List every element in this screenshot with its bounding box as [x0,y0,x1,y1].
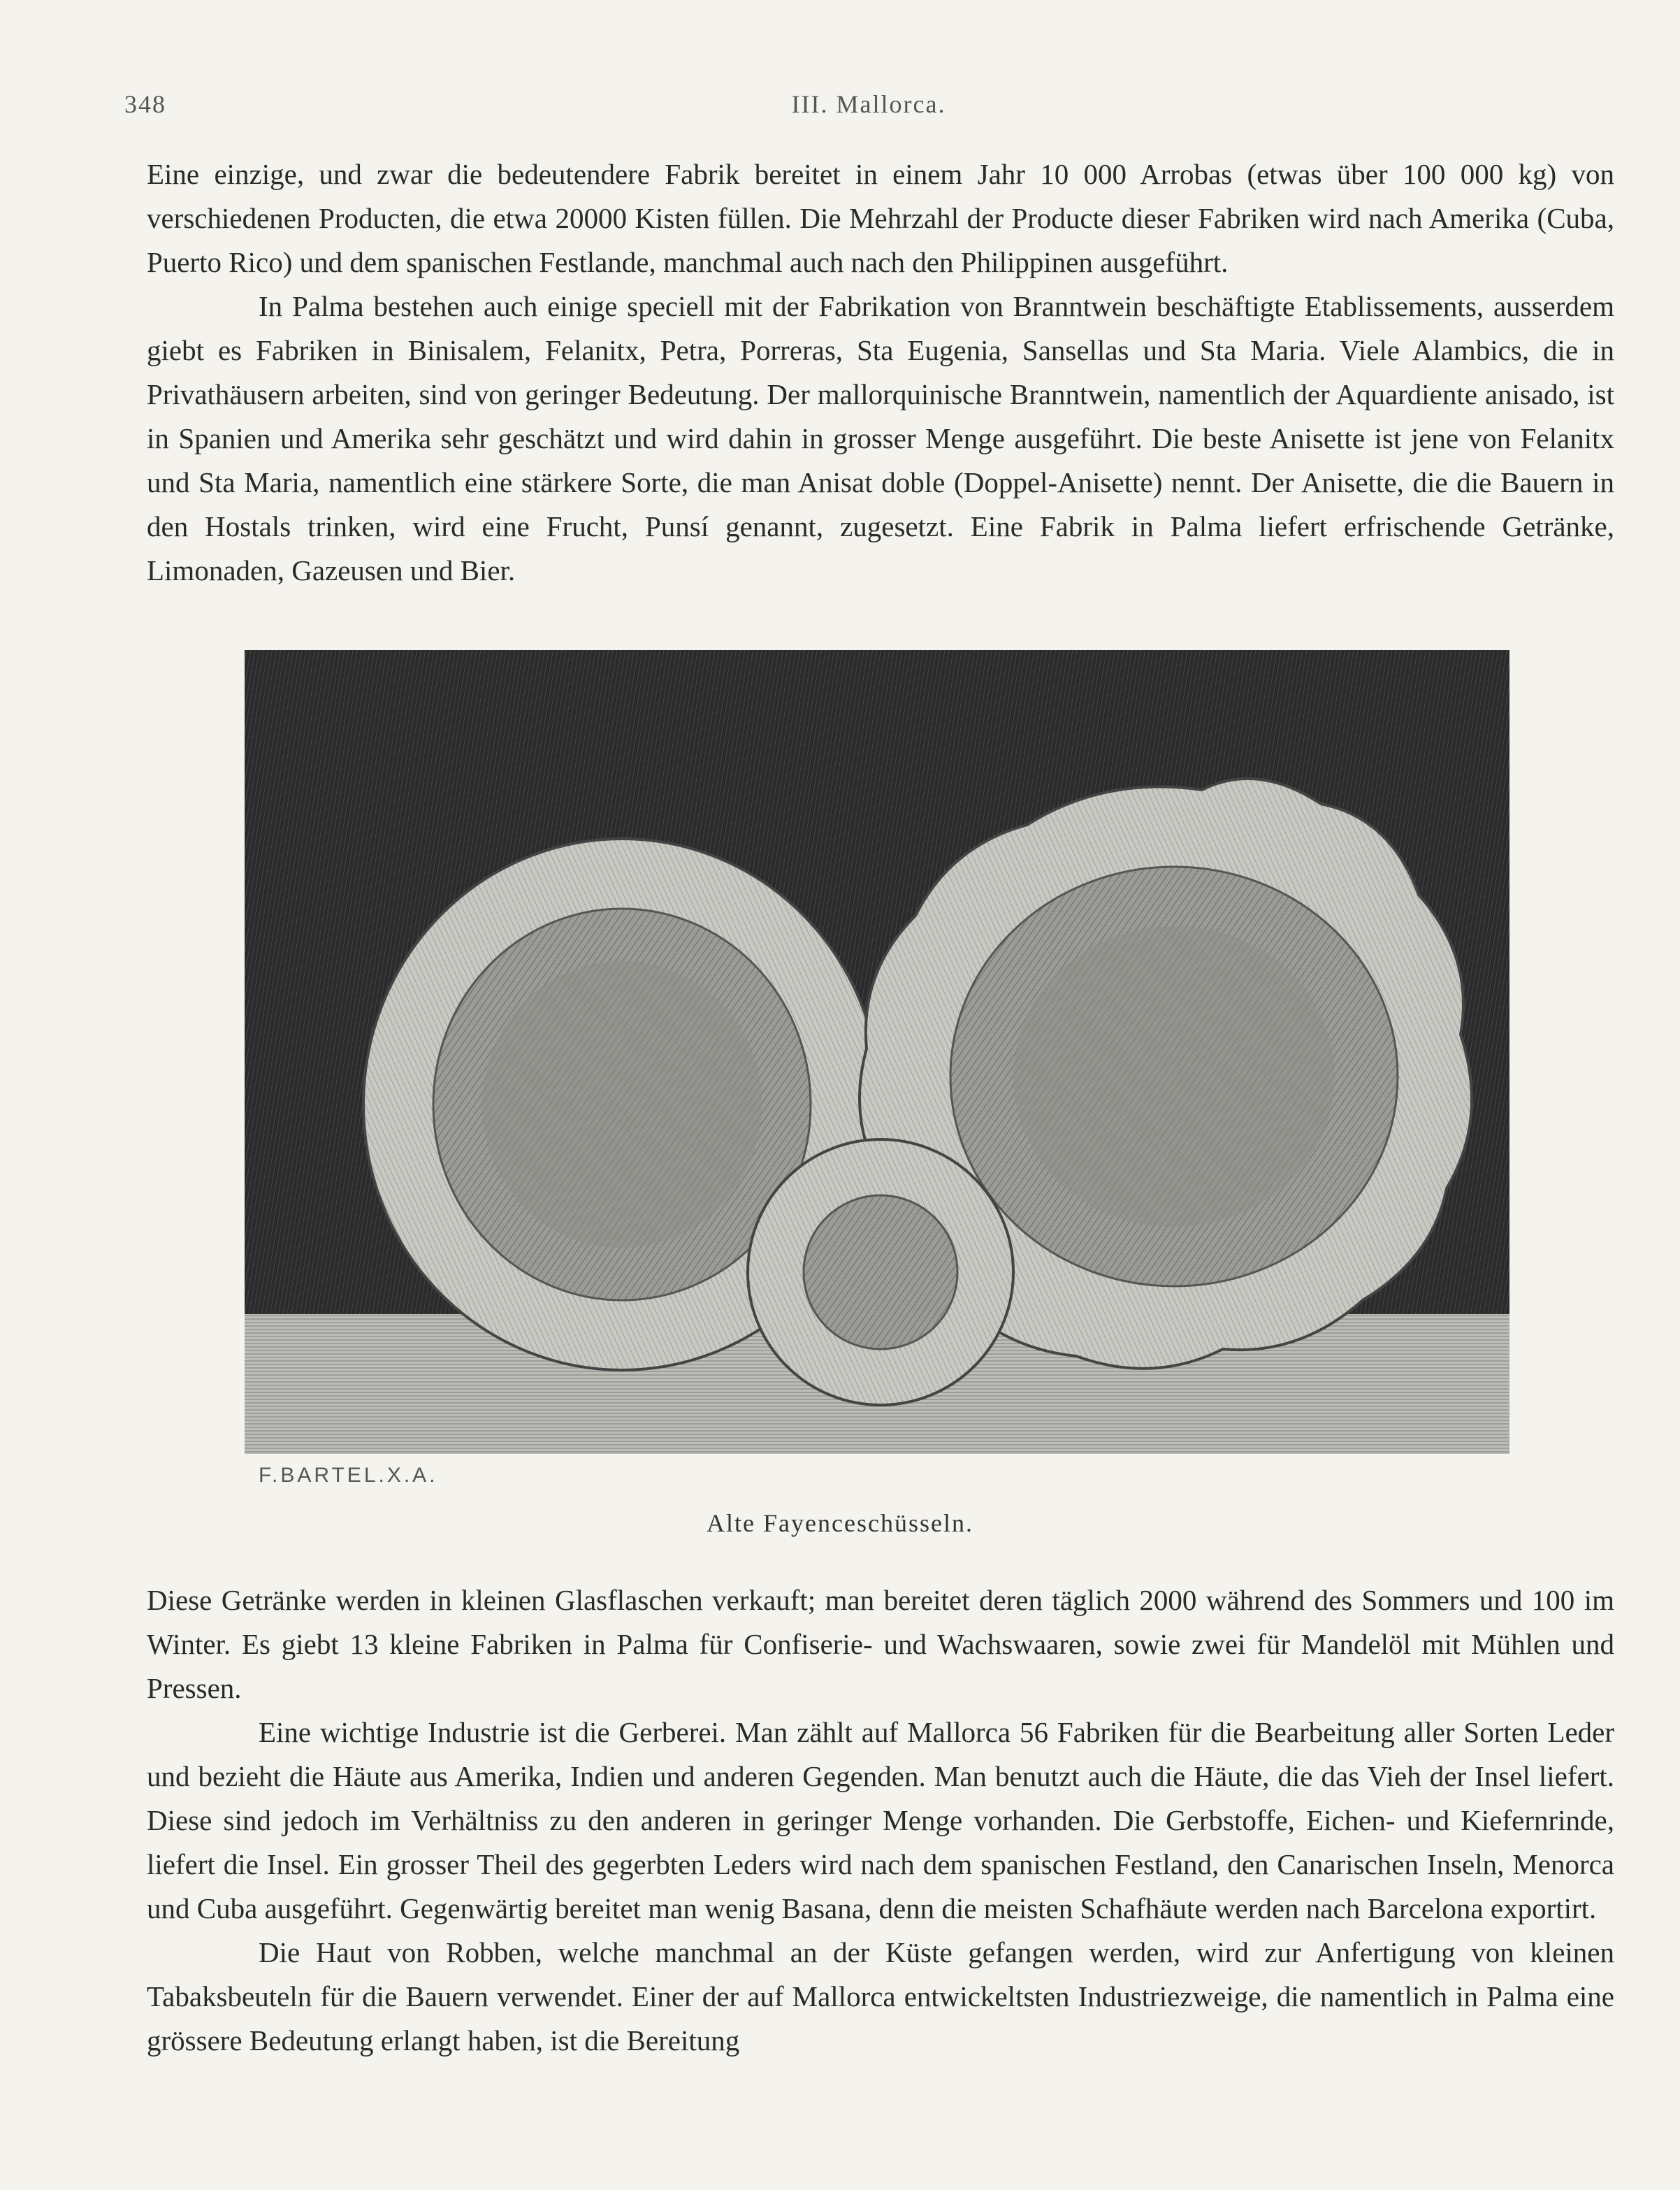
paragraph: Eine wichtige Industrie ist die Gerberei. Man zählt auf Mallorca 56 Fabriken für die Bearbeitung aller Sorten Leder und bezieht die Häute aus Amerika, Indien und anderen Gegenden. Man benutzt auch die Häute, die das Vieh der Insel liefert. Diese sind jedoch im Verhältniss zu den anderen in geringer Menge vorhanden. Die Gerbstoffe, Eichen- und Kiefernrinde, liefert die Insel. Ein grosser Theil des gegerbten Leders wird nach dem spanischen Festland, den Canarischen Inseln, Menorca und Cuba ausgeführt. Gegenwärtig bereitet man wenig Basana, denn die meisten Schafhäute werden nach Barcelona exportirt. [147,1716,1614,1924]
paragraph: In Palma bestehen auch einige speciell mit der Fabrikation von Branntwein beschäftigte Etablissements, ausserdem giebt es Fabriken in Binisalem, Felanitx, Petra, Porreras, Sta Eugenia, Sansellas und Sta Maria. Viele Alambics, die in Privathäusern arbeiten, sind von geringer Bedeutung. Der mallorquinische Branntwein, namentlich der Aquardiente anisado, ist in Spanien und Amerika sehr geschätzt und wird dahin in grosser Menge ausgeführt. Die beste Anisette ist jene von Felanitx und Sta Maria, namentlich eine stärkere Sorte, die man Anisat doble (Doppel-Anisette) nennt. Der Anisette, die die Bauern in den Hostals trinken, wird eine Frucht, Punsí genannt, zugesetzt. Eine Fabrik in Palma liefert erfrischende Getränke, Limonaden, Gazeusen und Bier. [147,290,1614,586]
paragraph: Die Haut von Robben, welche manchmal an der Küste gefangen werden, wird zur Anfertigung von kleinen Tabaksbeuteln für die Bauern verwendet. Einer der auf Mallorca entwickeltsten Industriezweige, die namentlich in Palma eine grössere Bedeutung erlangt haben, ist die Bereitung [147,1936,1614,2056]
figure-caption: Alte Fayenceschüsseln. [707,1509,973,1537]
page-number: 348 [124,90,166,118]
faience-plates-illustration [231,643,1523,1496]
paragraph: Eine einzige, und zwar die bedeutendere Fabrik bereitet in einem Jahr 10 000 Arrobas (etwas über 100 000 kg) von verschiedenen Producten, die etwa 20000 Kisten füllen. Die Mehrzahl der Producte dieser Fabriken wird nach Amerika (Cuba, Puerto Rico) und dem spanischen Festlande, manchmal auch nach den Philippinen ausgeführt. [147,158,1614,278]
top-text [147,152,1614,593]
running-title: III. Mallorca. [791,90,946,118]
page-header [124,89,1613,124]
bottom-text [147,1578,1614,2063]
paragraph: Diese Getränke werden in kleinen Glasflaschen verkauft; man bereitet deren täglich 2000 während des Sommers und 100 im Winter. Es giebt 13 kleine Fabriken in Palma für Confiserie- und Wachswaaren, sowie zwei für Mandelöl mit Mühlen und Pressen. [147,1584,1614,1704]
engraver-signature: F.BARTEL.X.A. [259,1464,438,1487]
